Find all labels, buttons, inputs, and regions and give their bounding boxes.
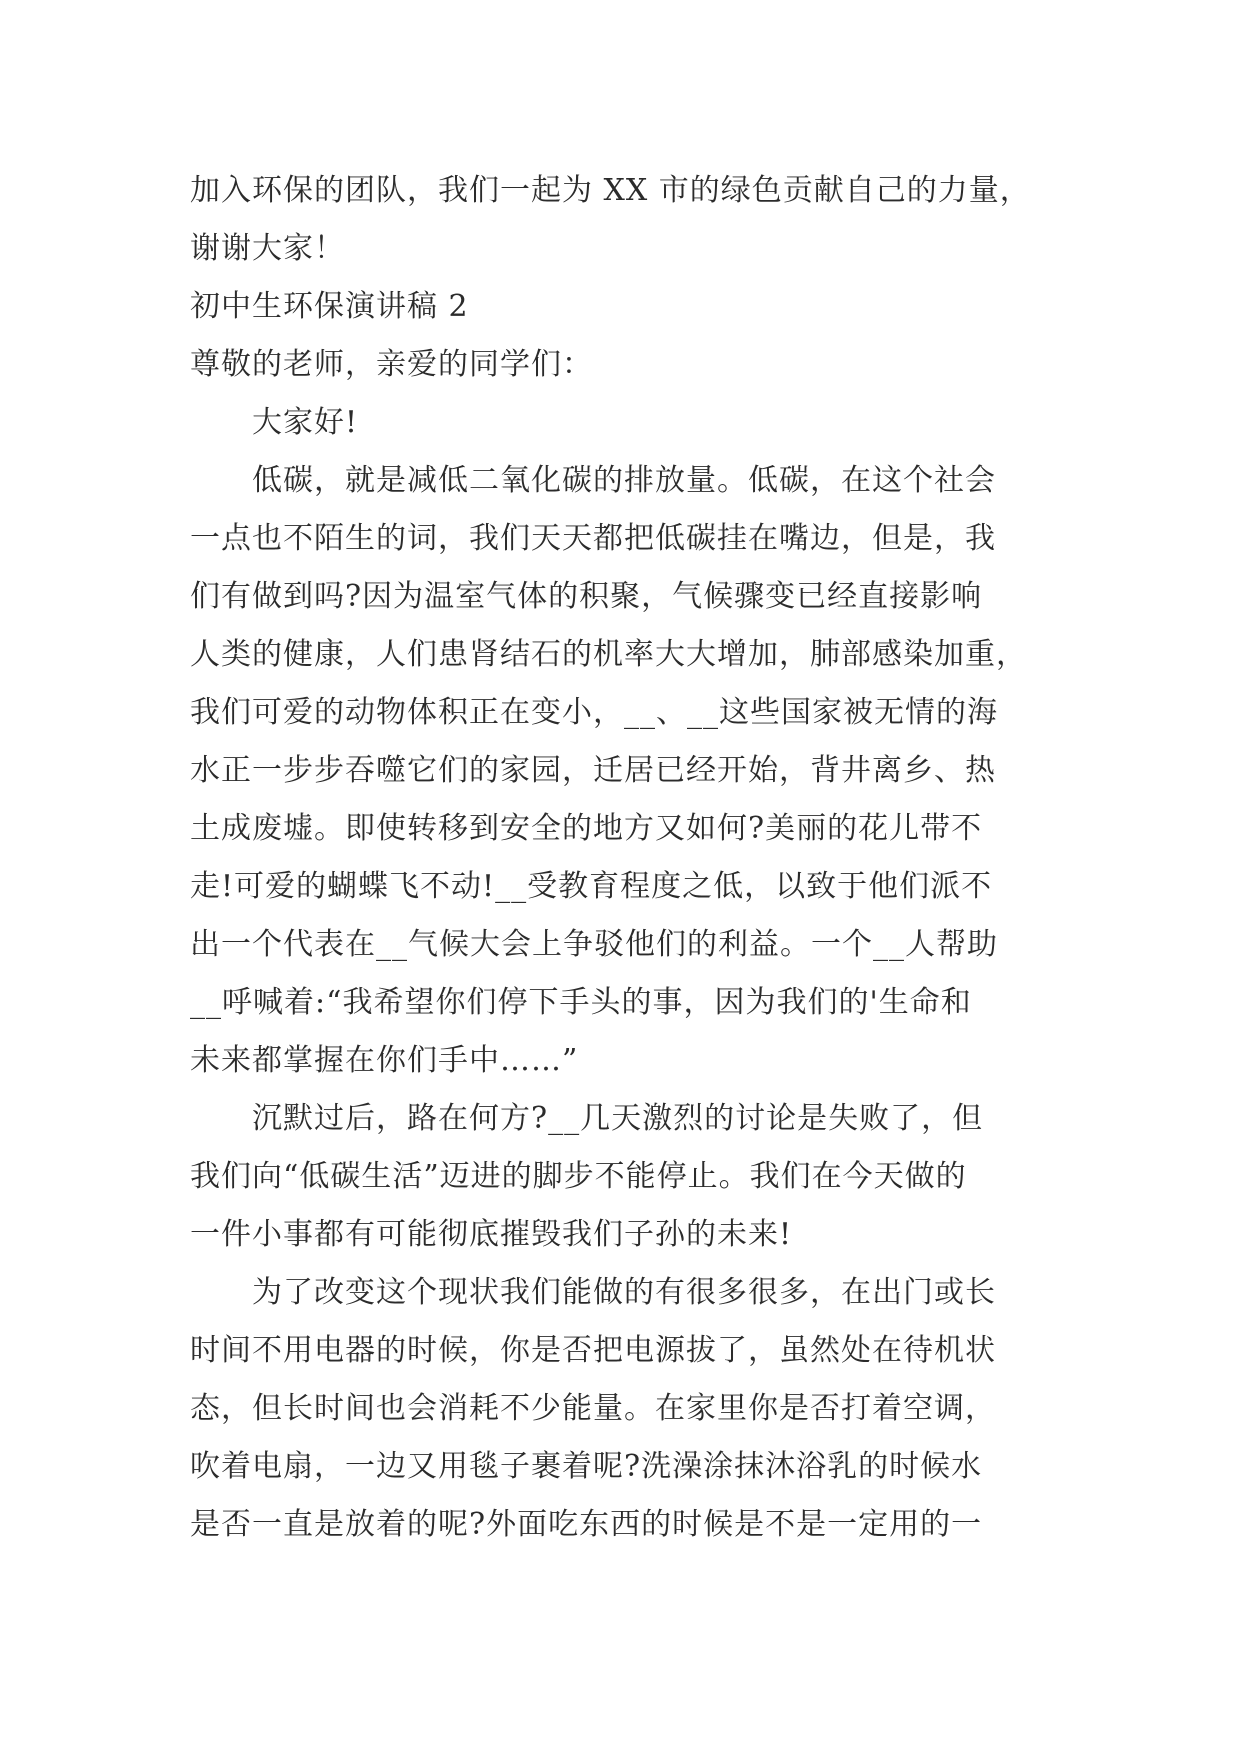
text-line: 水正一步步吞噬它们的家园，迁居已经开始，背井离乡、热: [190, 753, 996, 788]
greeting: 大家好!: [252, 405, 359, 440]
section-title: 初中生环保演讲稿 2: [190, 289, 469, 324]
text-line: 低碳，就是减低二氧化碳的排放量。低碳，在这个社会: [252, 463, 996, 498]
text-line: 时间不用电器的时候，你是否把电源拔了，虽然处在待机状: [190, 1333, 996, 1368]
text-line: 为了改变这个现状我们能做的有很多很多，在出门或长: [252, 1275, 996, 1310]
text-line: 我们可爱的动物体积正在变小，__、__这些国家被无情的海: [190, 695, 998, 730]
text-line: 是否一直是放着的呢?外面吃东西的时候是不是一定用的一: [190, 1507, 983, 1542]
text-line: 出一个代表在__气候大会上争驳他们的利益。一个__人帮助: [190, 927, 998, 962]
text-line: 沉默过后，路在何方?__几天激烈的讨论是失败了，但: [252, 1101, 984, 1136]
paragraph: [190, 452, 1050, 1090]
text-line: 态，但长时间也会消耗不少能量。在家里你是否打着空调，: [190, 1391, 996, 1426]
paragraph: [190, 1264, 1050, 1554]
text-line: 我们向“低碳生活”迈进的脚步不能停止。我们在今天做的: [190, 1159, 967, 1194]
text-line: 谢谢大家！: [190, 231, 345, 266]
document-page: [190, 162, 1050, 1554]
text-line: 吹着电扇，一边又用毯子裹着呢?洗澡涂抹沐浴乳的时候水: [190, 1449, 983, 1484]
text-line: __呼喊着:“我希望你们停下手头的事，因为我们的'生命和: [190, 985, 972, 1020]
text-line: 未来都掌握在你们手中……”: [190, 1043, 579, 1078]
paragraph: [190, 1090, 1050, 1264]
text-line: 加入环保的团队，我们一起为 XX 市的绿色贡献自己的力量，: [190, 173, 1031, 208]
text-line: 们有做到吗?因为温室气体的积聚，气候骤变已经直接影响: [190, 579, 983, 614]
text-line: 一件小事都有可能彻底摧毁我们子孙的未来!: [190, 1217, 793, 1252]
salutation: 尊敬的老师，亲爱的同学们：: [190, 347, 593, 382]
text-line: 土成废墟。即使转移到安全的地方又如何?美丽的花儿带不: [190, 811, 983, 846]
text-line: 人类的健康，人们患肾结石的机率大大增加，肺部感染加重，: [190, 637, 1027, 672]
text-line: 一点也不陌生的词，我们天天都把低碳挂在嘴边，但是，我: [190, 521, 996, 556]
text-line: 走!可爱的蝴蝶飞不动!__受教育程度之低，以致于他们派不: [190, 869, 993, 904]
